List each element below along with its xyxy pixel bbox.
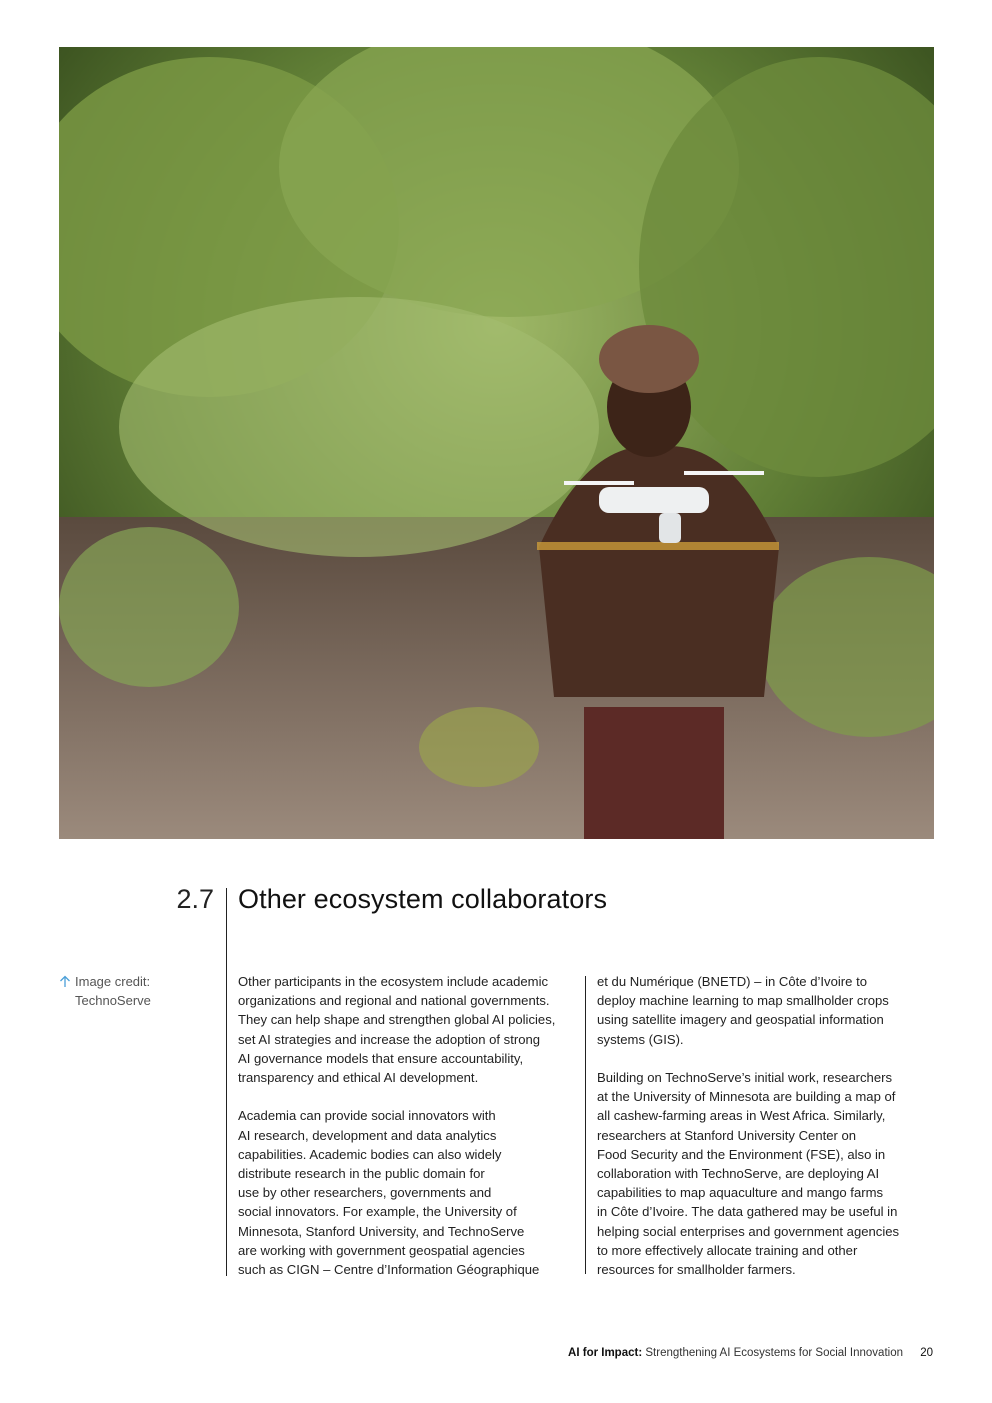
text-line: to more effectively allocate training and other (597, 1242, 858, 1258)
text-line: capabilities. Academic bodies can also widely (238, 1146, 502, 1162)
text-line: Minnesota, Stanford University, and TechnoServe (238, 1223, 525, 1239)
text-line: distribute research in the public domain for (238, 1166, 485, 1182)
photo-illustration (59, 47, 934, 839)
text-line: resources for smallholder farmers. (597, 1262, 796, 1278)
page-footer (568, 1347, 933, 1359)
section-title: Other ecosystem collaborators (238, 884, 608, 914)
arrow-up-icon (59, 974, 71, 993)
text-line: all cashew-farming areas in West Africa. Similarly, (597, 1108, 886, 1124)
image-credit-label: Image credit: (75, 974, 151, 989)
paragraph-2 (238, 1106, 578, 1279)
report-title-rest: Strengthening AI Ecosystems for Social Innovation (645, 1347, 903, 1359)
text-line: using satellite imagery and geospatial information (597, 1012, 884, 1028)
section-number: 2.7 (176, 884, 214, 914)
body-column-2 (597, 972, 937, 1298)
paragraph-1 (238, 972, 578, 1087)
text-line: in Côte d’Ivoire. The data gathered may be useful in (597, 1204, 898, 1220)
text-line: AI research, development and data analytics (238, 1127, 497, 1143)
text-line: systems (GIS). (597, 1031, 684, 1047)
text-line: at the University of Minnesota are building a map of (597, 1089, 896, 1105)
section-divider (226, 888, 227, 1276)
text-line: researchers at Stanford University Center on (597, 1127, 857, 1143)
text-line: AI governance models that ensure accountability, (238, 1050, 524, 1066)
text-line: deploy machine learning to map smallholder crops (597, 993, 889, 1009)
text-line: Academia can provide social innovators with (238, 1108, 496, 1124)
text-line: transparency and ethical AI development. (238, 1070, 479, 1086)
paragraph-3 (597, 972, 937, 1049)
paragraph-4 (597, 1068, 937, 1279)
text-line: Other participants in the ecosystem include academic (238, 974, 549, 989)
column-divider (585, 976, 586, 1274)
report-title-bold: AI for Impact: (568, 1347, 643, 1359)
text-line: Food Security and the Environment (FSE), also in (597, 1146, 886, 1162)
text-line: They can help shape and strengthen global AI policies, (238, 1012, 556, 1028)
body-column-1 (238, 972, 578, 1298)
text-line: use by other researchers, governments and (238, 1185, 492, 1201)
text-line: organizations and regional and national governments. (238, 993, 550, 1009)
image-credit-source: TechnoServe (75, 993, 151, 1008)
text-line: social innovators. For example, the University of (238, 1204, 517, 1220)
text-line: et du Numérique (BNETD) – in Côte d’Ivoire to (597, 974, 867, 989)
page-number: 20 (920, 1347, 933, 1359)
text-line: helping social enterprises and government agencies (597, 1223, 900, 1239)
text-line: are working with government geospatial agencies (238, 1242, 525, 1258)
text-line: set AI strategies and increase the adoption of strong (238, 1031, 541, 1047)
text-line: capabilities to map aquaculture and mango farms (597, 1185, 884, 1201)
text-line: collaboration with TechnoServe, are deploying AI (597, 1166, 880, 1182)
image-credit (59, 972, 209, 1010)
text-line: such as CIGN – Centre d’Information Géographique (238, 1262, 540, 1278)
hero-photo (59, 47, 934, 839)
text-line: Building on TechnoServe’s initial work, researchers (597, 1070, 893, 1085)
